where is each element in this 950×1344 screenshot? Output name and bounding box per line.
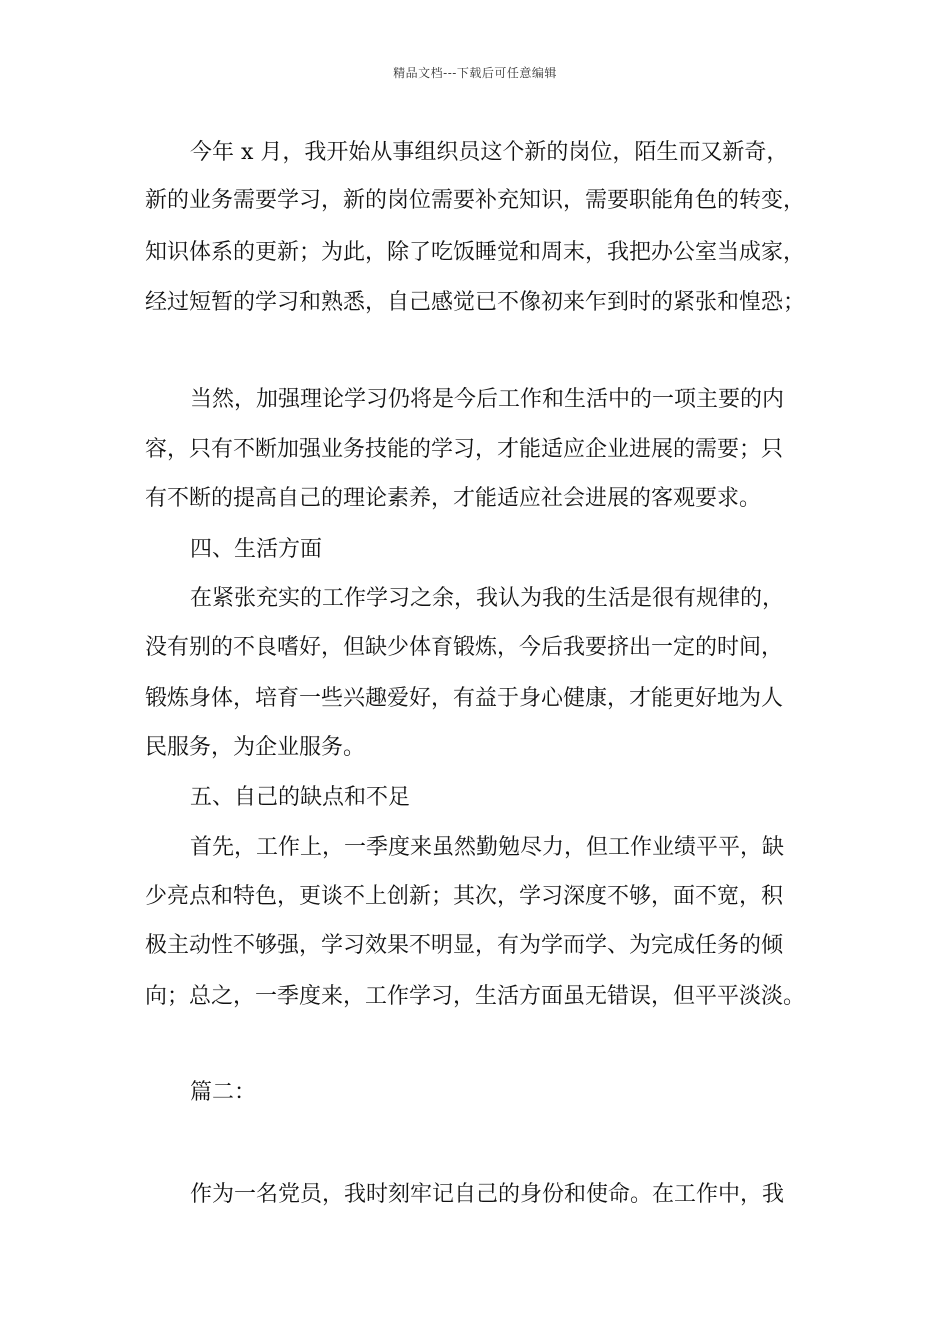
paragraph-line: 容，只有不断加强业务技能的学习，才能适应企业进展的需要；只	[145, 437, 784, 462]
paragraph-line: 在紧张充实的工作学习之余，我认为我的生活是很有规律的，	[190, 586, 785, 611]
paragraph-line: 没有别的不良嗜好，但缺少体育锻炼，今后我要挤出一定的时间，	[145, 635, 784, 660]
section-heading-life: 四、生活方面	[190, 537, 323, 562]
page-header: 精品文档---下载后可任意编辑	[393, 66, 557, 80]
paragraph-line: 当然，加强理论学习仍将是今后工作和生活中的一项主要的内	[190, 387, 785, 412]
section-heading-part-two: 篇二：	[190, 1080, 257, 1105]
paragraph-line: 知识体系的更新；为此，除了吃饭睡觉和周末，我把办公室当成家，	[145, 240, 806, 265]
paragraph-line: 经过短暂的学习和熟悉，自己感觉已不像初来乍到时的紧张和惶恐；	[145, 290, 806, 315]
paragraph-line: 向；总之，一季度来，工作学习，生活方面虽无错误，但平平淡淡。	[145, 984, 806, 1009]
paragraph-line: 锻炼身体，培育一些兴趣爱好，有益于身心健康，才能更好地为人	[145, 686, 784, 711]
paragraph-line: 少亮点和特色，更谈不上创新；其次，学习深度不够，面不宽，积	[145, 884, 784, 909]
paragraph-line: 民服务，为企业服务。	[145, 735, 366, 760]
paragraph-line: 首先，工作上，一季度来虽然勤勉尽力，但工作业绩平平，缺	[190, 835, 785, 860]
paragraph-line: 今年 x 月，我开始从事组织员这个新的岗位，陌生而又新奇，	[190, 140, 789, 165]
paragraph-line: 有不断的提高自己的理论素养，才能适应社会进展的客观要求。	[145, 486, 762, 511]
section-heading-shortcomings: 五、自己的缺点和不足	[190, 785, 411, 810]
paragraph-line: 作为一名党员，我时刻牢记自己的身份和使命。在工作中，我	[190, 1182, 785, 1207]
paragraph-line: 新的业务需要学习，新的岗位需要补充知识，需要职能角色的转变，	[145, 188, 806, 213]
paragraph-line: 极主动性不够强，学习效果不明显，有为学而学、为完成任务的倾	[145, 933, 784, 958]
